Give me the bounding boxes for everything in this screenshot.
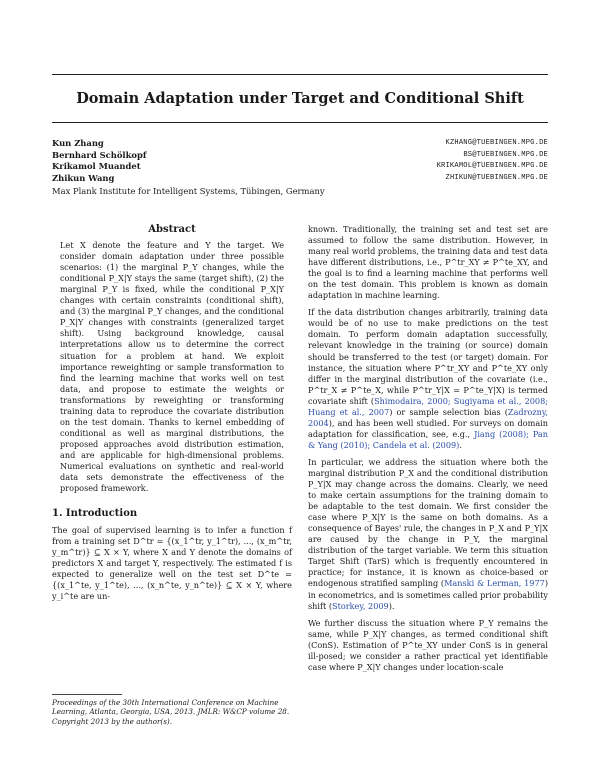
text-run: ) or sample selection bias ( xyxy=(389,406,508,417)
intro-heading: 1. Introduction xyxy=(52,508,138,520)
footnote-rule xyxy=(52,694,122,695)
author-row xyxy=(52,161,548,173)
author-row xyxy=(52,173,548,185)
author-name: Kun Zhang xyxy=(52,138,104,148)
text-run: If the data distribution changes arbitrarily, training data would be of no use to make predictions on the test domain. To perform domain adaptation successfully, relevant knowledge in the training (or source) domain should be transferred to the test (or target) domain. For instance, the situation where P^tr_XY and P^te_XY only differ in the marginal distribution of the covariate (i.e., P^tr_X ≠ P^te_X, while P^tr_Y|X = P^te_Y|X) is termed covariate shift ( xyxy=(308,307,548,406)
top-rule xyxy=(52,74,548,75)
title-rule xyxy=(52,122,548,123)
author-row xyxy=(52,138,548,150)
text-run: . xyxy=(459,439,462,450)
affiliation: Max Plank Institute for Intelligent Systems, Tübingen, Germany xyxy=(52,186,325,197)
citation-link[interactable]: Storkey, 2009 xyxy=(332,600,389,611)
author-row xyxy=(52,150,548,162)
citation-link[interactable]: Shimodaira, 2000; Sugiyama et al., 2008; Huang et al., 2007 xyxy=(308,395,548,417)
body-paragraph xyxy=(308,457,548,612)
text-run: In particular, we address the situation where both the marginal distribution P_X and the conditional distribution P_Y|X may change across the domains. Clearly, we need to make certain assumptions for the training domain to be adaptable to the test domain. We first consider the case where P_X|Y is the same on both domains. As a consequence of Bayes' rule, the changes in P_X and P_Y|X are caused by the change in P_Y, the marginal distribution of the target variable. We term this situation Target Shift (TarS) which is frequently encountered in practice; for instance, it is known as choice-based or endogenous stratified sampling ( xyxy=(308,456,548,589)
author-email[interactable]: KRIKAMOL@TUEBINGEN.MPG.DE xyxy=(436,162,548,171)
citation-link[interactable]: Manski & Lerman, 1977 xyxy=(444,578,545,589)
right-column xyxy=(308,224,548,679)
abstract-text: Let X denote the feature and Y the target. We consider domain adaptation under three possible scenarios: (1) the marginal P_Y changes, while the conditional P_X|Y stays the same (target shift), (2) the marginal P_Y is fixed, while the conditional P_X|Y changes with certain constraints (conditional shift), and (3) the marginal P_Y changes, and the conditional P_X|Y changes with constraints (generalized target shift). Using background knowledge, causal interpretations allow us to determine the correct situation for a problem at hand. We exploit importance reweighting or sample transformation to find the learning machine that works well on test data, and propose to estimate the weights or transformations by reweighting or transforming training data to reproduce the covariate distribution on the test domain. Thanks to kernel embedding of conditional as well as marginal distributions, the proposed approaches avoid distribution estimation, and are applicable for high-dimensional problems. Numerical evaluations on synthetic and real-world data sets demonstrate the effectiveness of the proposed framework. xyxy=(60,240,284,494)
citation-link[interactable]: Zadrozny, 2004 xyxy=(308,406,548,428)
author-name: Bernhard Schölkopf xyxy=(52,149,147,160)
author-email[interactable]: ZHIKUN@TUEBINGEN.MPG.DE xyxy=(445,173,548,182)
body-paragraph: We further discuss the situation where P_Y remains the same, while P_X|Y changes, as termed conditional shift (ConS). Estimation of P^te_XY under ConS is in general ill-posed; we consider a rather practical yet identifiable case where P_X|Y changes under location-scale xyxy=(308,617,548,672)
text-run: ) in econometrics, and is sometimes called prior probability shift ( xyxy=(308,578,548,611)
intro-paragraph: The goal of supervised learning is to infer a function f from a training set D^tr = {(x_1^tr, y_1^tr), ..., (x_m^tr, y_m^tr)} ⊆ X × Y, where X and Y denote the domains of predictors X and target Y, respectively. The estimated f is expected to generalize well on the test set D^te = {(x_1^te, y_1^te), ..., (x_n^te, y_n^te)} ⊆ X × Y, where y_i^te are un- xyxy=(52,525,292,602)
author-name: Zhikun Wang xyxy=(52,172,115,183)
text-run: ). xyxy=(388,600,395,611)
author-email[interactable]: BS@TUEBINGEN.MPG.DE xyxy=(463,150,548,159)
body-paragraph: known. Traditionally, the training set and test set are assumed to follow the same distribution. However, in many real world problems, the training data and test data have different distributions, i.e., P^tr_XY ≠ P^te_XY, and the goal is to find a learning machine that performs well on the test domain. This problem is known as domain adaptation in machine learning. xyxy=(308,224,548,301)
author-block xyxy=(52,138,548,198)
text-run: ), and has been well studied. For surveys on domain adaptation for classification, see, e.g., xyxy=(308,417,548,439)
citation-link[interactable]: Jiang (2008); Pan & Yang (2010); Candela et al. (2009) xyxy=(308,428,549,450)
footnote: Proceedings of the 30th International Conference on Machine Learning, Atlanta, Georgia, USA, 2013. JMLR: W&CP volume 28. Copyright 2013 by the author(s). xyxy=(52,698,290,726)
left-column xyxy=(52,224,292,609)
paper-title: Domain Adaptation under Target and Conditional Shift xyxy=(76,90,524,107)
author-name: Krikamol Muandet xyxy=(52,161,141,172)
author-email[interactable]: KZHANG@TUEBINGEN.MPG.DE xyxy=(445,139,548,147)
abstract-heading: Abstract xyxy=(148,224,196,235)
body-paragraph xyxy=(308,307,548,451)
